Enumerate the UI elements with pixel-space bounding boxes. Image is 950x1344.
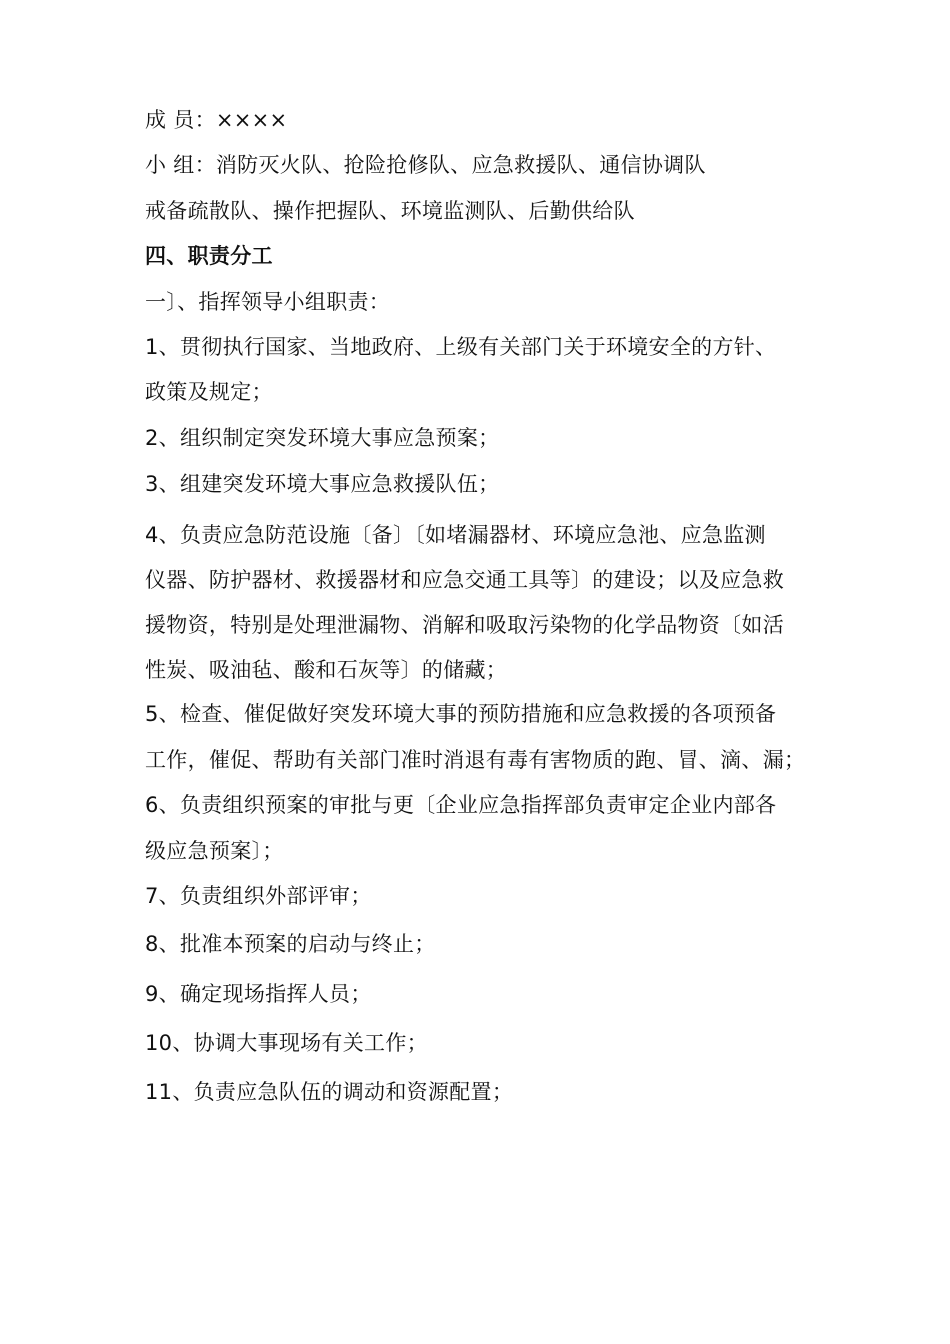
list-item-1-line-1: 1、贯彻执行国家、当地政府、上级有关部门关于环境安全的方针、 — [145, 335, 777, 359]
list-item-1-line-2: 政策及规定； — [145, 380, 273, 404]
groups-line: 小 组：消防灭火队、抢险抢修队、应急救援队、通信协调队 — [145, 153, 706, 177]
list-item-4-line-2: 仪器、防护器材、救援器材和应急交通工具等〕的建设；以及应急救 — [145, 568, 784, 592]
subsection-heading: 一〕、指挥领导小组职责： — [145, 290, 391, 314]
list-item-4-line-1: 4、负责应急防范设施〔备〕〔如堵漏器材、环境应急池、应急监测 — [145, 523, 766, 547]
members-line: 成 员：×××× — [145, 108, 288, 132]
groups-continuation-line: 戒备疏散队、操作把握队、环境监测队、后勤供给队 — [145, 199, 635, 223]
list-item-3: 3、组建突发环境大事应急救援队伍； — [145, 472, 500, 496]
list-item-2: 2、组织制定突发环境大事应急预案； — [145, 426, 500, 450]
list-item-6-line-2: 级应急预案〕； — [145, 839, 284, 863]
list-item-7: 7、负责组织外部评审； — [145, 884, 372, 908]
list-item-8: 8、批准本预案的启动与终止； — [145, 932, 436, 956]
list-item-5-line-1: 5、检查、催促做好突发环境大事的预防措施和应急救援的各项预备 — [145, 702, 777, 726]
list-item-4-line-3: 援物资，特别是处理泄漏物、消解和吸取污染物的化学品物资〔如活 — [145, 613, 784, 637]
list-item-11: 11、负责应急队伍的调动和资源配置； — [145, 1080, 514, 1104]
list-item-5-line-2: 工作，催促、帮助有关部门准时消退有毒有害物质的跑、冒、滴、漏； — [145, 748, 806, 772]
list-item-6-line-1: 6、负责组织预案的审批与更〔企业应急指挥部负责审定企业内部各 — [145, 793, 777, 817]
list-item-10: 10、协调大事现场有关工作； — [145, 1031, 428, 1055]
list-item-4-line-4: 性炭、吸油毡、酸和石灰等〕的储藏； — [145, 658, 508, 682]
section-heading: 四、职责分工 — [145, 244, 273, 268]
list-item-9: 9、确定现场指挥人员； — [145, 982, 372, 1006]
